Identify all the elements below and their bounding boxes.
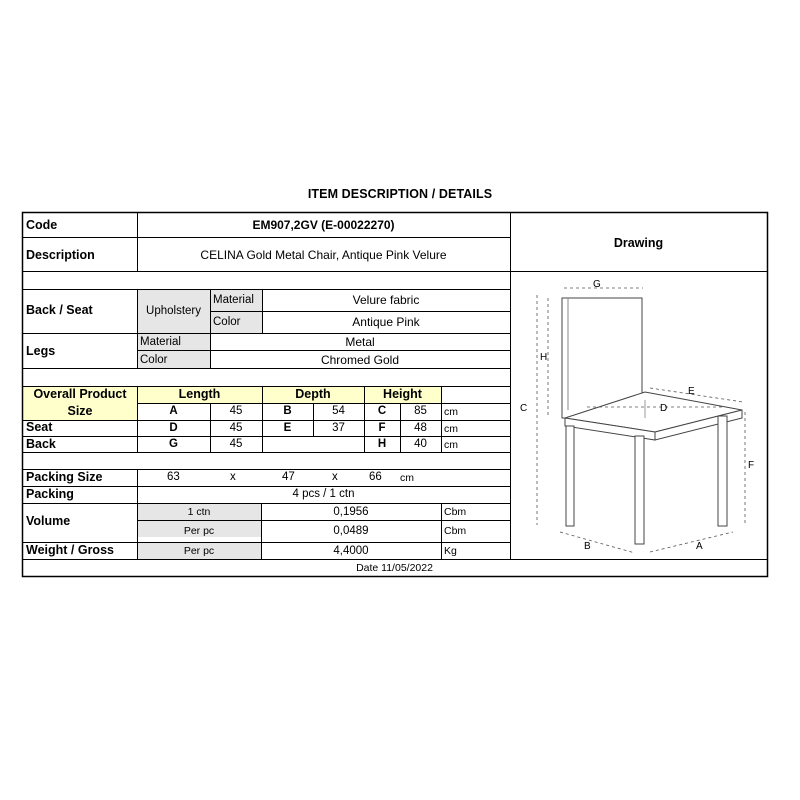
- dim-e-label: E: [688, 386, 695, 397]
- weight-unit: Kg: [444, 545, 457, 557]
- dim-a-label: A: [696, 541, 703, 552]
- packing-size-width: 47: [282, 471, 295, 483]
- legs-label: Legs: [26, 344, 56, 358]
- depth-header: Depth: [295, 387, 331, 401]
- size-label-line2: Size: [67, 404, 93, 418]
- dim-d-label: D: [660, 403, 668, 414]
- legs-color-label: Color: [140, 354, 168, 366]
- volume-pc-unit: Cbm: [444, 525, 467, 537]
- code-value: EM907,2GV (E-00022270): [252, 218, 395, 232]
- seat-f-letter: F: [378, 422, 386, 434]
- packing-size-unit: cm: [400, 472, 414, 484]
- length-header: Length: [178, 387, 221, 401]
- back-seat-material: Velure fabric: [352, 293, 420, 307]
- back-g-value: 45: [229, 438, 243, 450]
- seat-label: Seat: [26, 420, 53, 434]
- overall-b-letter: B: [283, 405, 292, 417]
- legs-material: Metal: [345, 335, 375, 349]
- back-seat-label: Back / Seat: [26, 303, 93, 317]
- back-h-value: 40: [414, 438, 427, 450]
- seat-unit: cm: [444, 423, 458, 435]
- size-label-line1: Overall Product: [33, 387, 127, 401]
- volume-ctn-label: 1 ctn: [187, 506, 211, 518]
- dim-f-label: F: [748, 460, 755, 471]
- dim-h-label: H: [540, 352, 548, 363]
- overall-unit: cm: [444, 406, 458, 418]
- color-label: Color: [213, 316, 241, 328]
- volume-ctn-unit: Cbm: [444, 506, 467, 518]
- packing-size-x1: x: [230, 471, 236, 483]
- legs-material-label: Material: [140, 336, 181, 348]
- legs-color: Chromed Gold: [320, 353, 400, 367]
- description-label: Description: [26, 248, 95, 262]
- volume-pc-value: 0,0489: [333, 525, 369, 537]
- volume-ctn-value: 0,1956: [333, 506, 369, 518]
- chair-drawing: [537, 288, 745, 553]
- dim-g-label: G: [593, 279, 601, 290]
- seat-e-value: 37: [332, 422, 345, 434]
- upholstery-label: Upholstery: [146, 305, 201, 317]
- code-label: Code: [26, 218, 58, 232]
- overall-c-letter: C: [377, 405, 387, 417]
- packing-value: 4 pcs / 1 ctn: [292, 488, 355, 500]
- seat-d-letter: D: [169, 422, 178, 434]
- back-unit: cm: [444, 439, 458, 451]
- date-stamp: Date 11/05/2022: [356, 562, 433, 574]
- overall-b-value: 54: [332, 405, 345, 417]
- dim-c-label: C: [520, 403, 528, 414]
- packing-size-label: Packing Size: [26, 470, 103, 484]
- packing-size-length: 63: [167, 471, 180, 483]
- overall-a-letter: A: [169, 405, 178, 417]
- back-label: Back: [26, 437, 56, 451]
- material-label: Material: [213, 294, 254, 306]
- seat-f-value: 48: [414, 422, 427, 434]
- volume-pc-label: Per pc: [183, 525, 215, 537]
- page-title: ITEM DESCRIPTION / DETAILS: [307, 187, 493, 201]
- weight-value: 4,4000: [333, 545, 369, 557]
- description-value: CELINA Gold Metal Chair, Antique Pink Velure: [200, 248, 447, 262]
- back-h-letter: H: [377, 438, 387, 450]
- back-g-letter: G: [169, 438, 178, 450]
- dim-b-label: B: [584, 541, 591, 552]
- overall-c-value: 85: [414, 405, 427, 417]
- seat-e-letter: E: [283, 422, 292, 434]
- weight-label: Weight / Gross: [26, 543, 114, 557]
- weight-sub-label: Per pc: [183, 545, 215, 557]
- overall-a-value: 45: [229, 405, 243, 417]
- packing-size-x2: x: [332, 471, 338, 483]
- height-header: Height: [383, 387, 422, 401]
- volume-label: Volume: [26, 514, 71, 528]
- seat-d-value: 45: [229, 422, 243, 434]
- back-seat-color: Antique Pink: [352, 315, 420, 329]
- drawing-label: Drawing: [613, 236, 664, 250]
- packing-label: Packing: [26, 487, 74, 501]
- packing-size-height: 66: [369, 471, 382, 483]
